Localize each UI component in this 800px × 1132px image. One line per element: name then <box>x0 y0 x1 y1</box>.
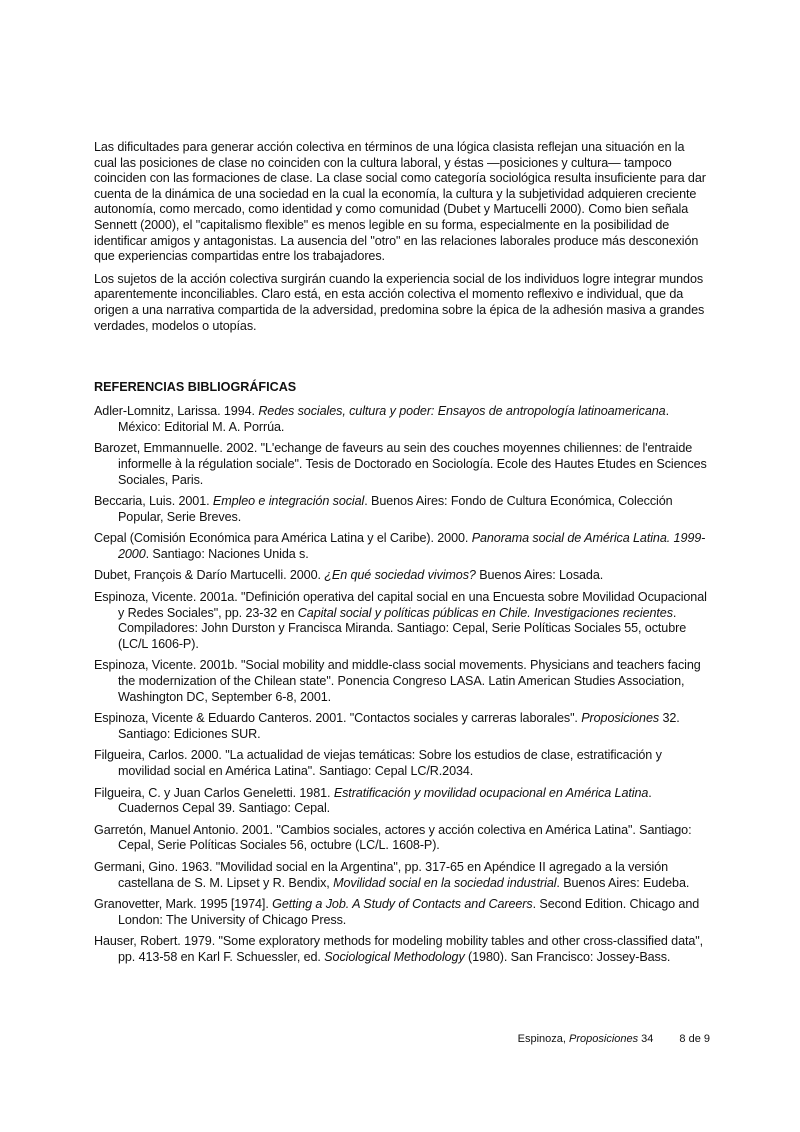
reference-title: Movilidad social en la sociedad industrial <box>333 875 557 890</box>
reference-text: Beccaria, Luis. 2001. <box>94 494 213 509</box>
reference-title: Panorama social de América Latina. 1999-2000 <box>118 531 706 561</box>
reference-text: 32. Santiago: Ediciones SUR. <box>118 711 680 741</box>
reference-entry <box>94 568 710 584</box>
reference-text: Dubet, François & Darío Martucelli. 2000. <box>94 568 325 583</box>
reference-text: Espinoza, Vicente & Eduardo Canteros. 2001. "Contactos sociales y carreras laborales". <box>94 711 582 726</box>
reference-text: Buenos Aires: Losada. <box>475 568 604 583</box>
reference-text: . Cuadernos Cepal 39. Santiago: Cepal. <box>118 785 652 816</box>
reference-text: Espinoza, Vicente. 2001a. "Definición operativa del capital social en una Encuesta sobre Movilidad Ocupacional y Redes Sociales", pp. 23-32 en <box>94 590 707 620</box>
reference-entry <box>94 494 710 525</box>
reference-title: Proposiciones <box>581 711 660 726</box>
body-paragraph-2: Los sujetos de la acción colectiva surgirán cuando la experiencia social de los individuos logre integrar mundos aparentemente inconciliables. Claro está, en esta acción colectiva el momento reflexivo e individual, que da origen a una narrativa compartida de la adversidad, predomina sobre la épica de la adhesión masiva a grandes verdades, modelos o utopías. <box>94 271 705 333</box>
reference-entry <box>94 897 710 928</box>
reference-text: . Second Edition. Chicago and London: The University of Chicago Press. <box>118 897 700 927</box>
reference-text: Adler-Lomnitz, Larissa. 1994. <box>94 404 259 419</box>
reference-text: Hauser, Robert. 1979. "Some exploratory methods for modeling mobility tables and other cross-classified data", pp. 413-58 en Karl F. Schuessler, ed. <box>94 934 704 964</box>
reference-text: . Buenos Aires: Fondo de Cultura Económica, Colección Popular, Serie Breves. <box>118 494 673 524</box>
reference-entry <box>94 658 710 705</box>
footer-issue: 34 <box>638 1033 654 1045</box>
reference-text: Garretón, Manuel Antonio. 2001. "Cambios sociales, actores y acción colectiva en América Latina". Santiago: Cepal, Serie Políticas Sociales 56, octubre (LC/L. 1608-P). <box>94 822 692 853</box>
reference-entry <box>94 590 710 652</box>
page-footer <box>0 1033 710 1045</box>
document-page <box>94 140 710 972</box>
reference-text: . México: Editorial M. A. Porrúa. <box>118 404 669 434</box>
reference-entry <box>94 748 710 779</box>
reference-entry <box>94 531 710 562</box>
reference-text: (1980). San Francisco: Jossey-Bass. <box>464 949 671 964</box>
reference-text: Cepal (Comisión Económica para América Latina y el Caribe). 2000. <box>94 531 472 546</box>
reference-title: Empleo e integración social <box>212 494 365 509</box>
reference-entry <box>94 441 710 488</box>
reference-entry <box>94 711 710 742</box>
reference-title: Estratificación y movilidad ocupacional en América Latina <box>333 785 649 800</box>
reference-text: Germani, Gino. 1963. "Movilidad social en la Argentina", pp. 317-65 en Apéndice II agregado a la versión castellana de S. M. Lipset y R. Bendix, <box>94 859 669 890</box>
footer-journal: Proposiciones <box>569 1033 639 1045</box>
reference-entry <box>94 860 710 891</box>
reference-entry <box>94 404 710 435</box>
reference-title: Capital social y políticas públicas en Chile. Investigaciones recientes <box>297 605 673 620</box>
reference-text: Granovetter, Mark. 1995 [1974]. <box>94 897 273 912</box>
footer-citation <box>518 1033 654 1045</box>
reference-text: . Compiladores: John Durston y Francisca Miranda. Santiago: Cepal, Serie Políticas Sociales 55, octubre (LC/L 1606-P). <box>118 605 687 651</box>
reference-text: . Santiago: Naciones Unida s. <box>145 546 309 561</box>
reference-entry <box>94 934 710 965</box>
reference-entry <box>94 786 710 817</box>
reference-entry <box>94 823 710 854</box>
body-paragraph-1: Las dificultades para generar acción colectiva en términos de una lógica clasista reflejan una situación en la cual las posiciones de clase no coinciden con la cultura laboral, y éstas —posiciones y cultura— tampoco coinciden con las formaciones de clase. La clase social como categoría sociológica resulta insuficiente para dar cuenta de la dinámica de una sociedad en la cual la economía, la cultura y la subjetividad adquieren creciente autonomía, como mercado, como identidad y como comunidad (Dubet y Martucelli 2000). Como bien señala Sennett (2000), el "capitalismo flexible" es menos legible en su forma, especialmente en la posibilidad de identificar amigos y antagonistas. La ausencia del "otro" en las relaciones laborales produce más desconexión que experiencias compartidas entre los trabajadores. <box>94 140 706 264</box>
reference-text: Barozet, Emmannuelle. 2002. "L'echange de faveurs au sein des couches moyennes chiliennes: de l'entraide informelle à la régulation sociale". Tesis de Doctorado en Sociología. Ecole des Hautes Etudes en Sciences Sociales, Paris. <box>94 441 707 487</box>
footer-author: Espinoza, <box>517 1033 570 1045</box>
reference-title: Getting a Job. A Study of Contacts and Careers <box>272 897 533 912</box>
reference-text: Filgueira, C. y Juan Carlos Geneletti. 1981. <box>94 785 334 800</box>
reference-text: Espinoza, Vicente. 2001b. "Social mobility and middle-class social movements. Physicians and teachers facing the modernization of the Chilean state". Ponencia Congreso LASA. Latin American Studies Association, Washington DC, September 6-8, 2001. <box>94 658 701 704</box>
reference-title: ¿En qué sociedad vivimos? <box>324 568 476 583</box>
references-list <box>94 404 710 965</box>
reference-title: Redes sociales, cultura y poder: Ensayos de antropología latinoamericana <box>258 404 666 419</box>
reference-title: Sociological Methodology <box>324 949 465 964</box>
references-heading: REFERENCIAS BIBLIOGRÁFICAS <box>94 380 297 395</box>
reference-text: . Buenos Aires: Eudeba. <box>556 875 690 890</box>
page-number: 8 de 9 <box>679 1033 710 1045</box>
reference-text: Filgueira, Carlos. 2000. "La actualidad de viejas temáticas: Sobre los estudios de clase, estratificación y movilidad social en América Latina". Santiago: Cepal LC/R.2034. <box>94 748 662 778</box>
